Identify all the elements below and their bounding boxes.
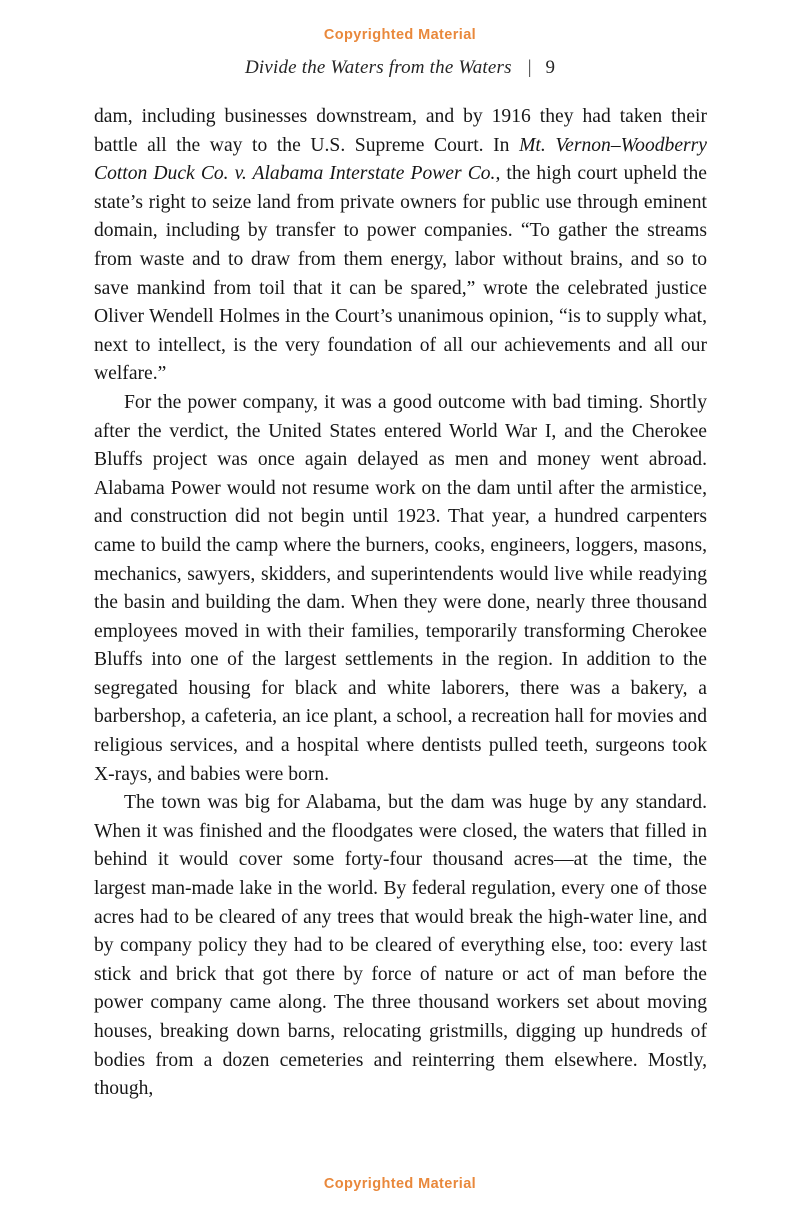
text-run: the high court upheld the state’s right to seize land from private owners for public use through eminent domain, including by transfer to power companies. “To gather the streams from waste and to draw from them energy, labor without brains, and so to save mankind from toil that it can be spared,” wrote the celebrated justice Oliver Wendell Holmes in the Court’s unanimous opinion, “is to supply what, next to intellect, is the very foundation of all our achievements and all our welfare.” <box>94 163 707 385</box>
paragraph-3: The town was big for Alabama, but the dam was huge by any standard. When it was finished and the floodgates were closed, the waters that filled in behind it would cover some forty-four thousand acres—at the time, the largest man-made lake in the world. By federal regulation, every one of those acres had to be cleared of any trees that would break the high-water line, and by company policy they had to be cleared of everything else, too: every last stick and brick that got there by force of nature or act of man before the power company came along. The three thousand workers set about moving houses, breaking down barns, relocating gristmills, digging up hundreds of bodies from a dozen cemeteries and reinterring them elsewhere. Mostly, though, <box>94 792 707 1100</box>
chapter-title: Divide the Waters from the Waters <box>244 57 512 78</box>
paragraph-1 <box>94 103 707 389</box>
page-number: 9 <box>545 57 556 78</box>
text-run: dam, including businesses downstream, and by 1916 they had taken their battle all the way to the U.S. Supreme Court. In <box>94 106 707 156</box>
copyright-notice-top: Copyrighted Material <box>323 27 477 43</box>
copyright-notice-bottom: Copyrighted Material <box>323 1176 477 1192</box>
running-header <box>0 57 800 79</box>
case-citation-italic: Mt. Vernon–Woodberry Cotton Duck Co. v. Alabama Interstate Power Co., <box>94 134 707 185</box>
header-separator: | <box>527 57 532 78</box>
paragraph-2: For the power company, it was a good outcome with bad timing. Shortly after the verdict, the United States entered World War I, and the Cherokee Bluffs project was once again delayed as men and money went abroad. Alabama Power would not resume work on the dam until after the armistice, and construction did not begin until 1923. That year, a hundred carpenters came to build the camp where the burners, cooks, engineers, loggers, masons, mechanics, sawyers, skidders, and superintendents would live while readying the basin and building the dam. When they were done, nearly three thousand employees moved in with their families, temporarily transforming Cherokee Bluffs into one of the largest settlements in the region. In addition to the segregated housing for black and white laborers, there was a bakery, a barbershop, a cafeteria, an ice plant, a school, a recreation hall for movies and religious services, and a hospital where dentists pulled teeth, surgeons took X-rays, and babies were born. <box>94 391 707 785</box>
page-body <box>94 103 707 1104</box>
